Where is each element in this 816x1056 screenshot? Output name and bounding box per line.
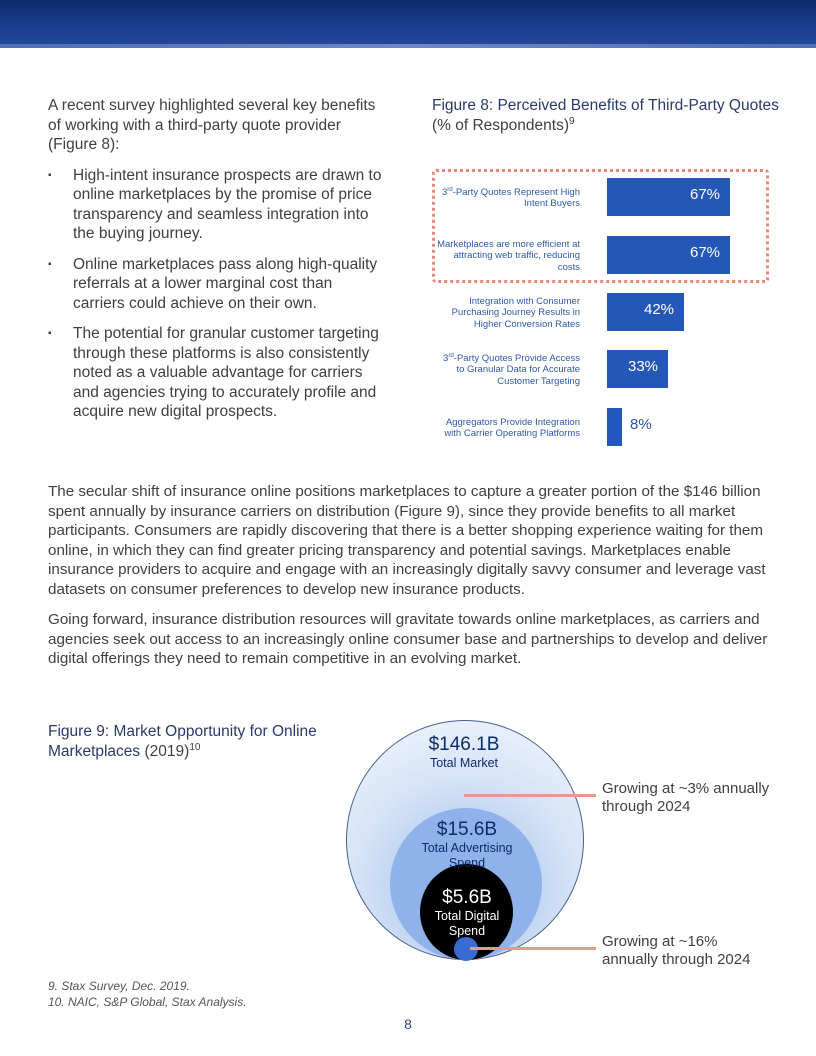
bar-row <box>434 350 774 390</box>
total-market-label <box>396 734 532 771</box>
bar-value-label: 8% <box>630 416 652 433</box>
bar-label: 3rd-Party Quotes Represent High Intent Buyers <box>441 185 580 209</box>
list-item <box>48 255 383 314</box>
paragraph-text: The secular shift of insurance online positions marketplaces to capture a greater portion of the $146 billion spent annually by insurance carriers on distribution ( <box>48 483 761 520</box>
advertising-spend-label <box>412 819 522 870</box>
bar-label: Marketplaces are more efficient at attracting web traffic, reducing costs <box>437 238 580 273</box>
list-item <box>48 166 383 244</box>
bar-label: Integration with Consumer Purchasing Journey Results in Higher Conversion Rates <box>451 295 580 330</box>
bullet-icon: ▪ <box>48 169 52 181</box>
intro-paragraph: A recent survey highlighted several key benefits of working with a third-party quote provider (Figure 8): <box>48 97 376 153</box>
bullet-icon: ▪ <box>48 328 52 339</box>
total-market-value: $146.1B <box>428 734 500 755</box>
advertising-spend-caption: Total Advertising Spend <box>421 841 513 870</box>
list-item <box>48 324 383 422</box>
callout-line-top <box>464 794 596 797</box>
footnote-ref: 10 <box>189 741 201 753</box>
bullet-icon: ▪ <box>48 258 52 270</box>
digital-spend-caption: Total Digital Spend <box>434 909 500 938</box>
bar-value-label: 42% <box>644 301 675 318</box>
figure8-title <box>432 96 782 135</box>
footnote: 9. Stax Survey, Dec. 2019. <box>48 979 190 993</box>
advertising-spend-value: $15.6B <box>436 819 498 840</box>
bar-value-label: 33% <box>628 358 659 375</box>
bar-row <box>434 293 774 333</box>
footnote: 10. NAIC, S&P Global, Stax Analysis. <box>48 995 247 1009</box>
body-paragraph-1 <box>48 482 768 599</box>
bar-row <box>434 236 774 276</box>
footnotes <box>48 978 247 1010</box>
figure9-title-year: (2019) <box>140 742 190 760</box>
bar-value-label: 67% <box>690 186 721 203</box>
figure9-title-text: Figure 9: Market Opportunity for Online Marketplaces <box>48 723 317 760</box>
footnote-ref: 9 <box>569 115 575 127</box>
paragraph-text: ), since they provide benefits to all market participants. Consumers are rapidly discovering that there is a better shopping experience waiting for them online, in which they can find greater pricing transparency and potential savings. Marketplaces enable insurance providers to acquire and engage with an increasingly digitally savvy consumer and leverage vast datasets on consumer preferences to develop new insurance products. <box>48 502 766 598</box>
page-number: 8 <box>404 1016 412 1032</box>
bar-row <box>434 178 774 218</box>
bullet-text: The potential for granular customer targeting through these platforms is also consistently noted as a valuable advantage for carriers and agencies trying to accurately profile and acquire new digital prospects. <box>73 325 379 420</box>
callout-growth-16: Growing at ~16% annually through 2024 <box>602 933 751 968</box>
bullet-text: High-intent insurance prospects are drawn to online marketplaces by the promise of price transparency and seamless integration into the buying journey. <box>73 166 382 242</box>
figure8-subtitle: (% of Respondents) <box>432 116 569 134</box>
intro-section <box>48 96 383 433</box>
header-banner <box>0 0 816 48</box>
body-paragraph-2: Going forward, insurance distribution resources will gravitate towards online marketplaces, as carriers and agencies seek out access to an increasingly online consumer base and partnerships to develop and deliver digital offerings they need to remain competitive in an evolving market. <box>48 611 768 667</box>
callout-line-bottom <box>470 947 596 950</box>
total-market-caption: Total Market <box>429 756 499 770</box>
bullet-text: Online marketplaces pass along high-quality referrals at a lower marginal cost than carriers could achieve on their own. <box>73 255 378 312</box>
bar-row <box>434 408 774 448</box>
bar-label: 3rd-Party Quotes Provide Access to Granular Data for Accurate Customer Targeting <box>443 351 580 387</box>
figure8-title-text: Figure 8: Perceived Benefits of Third-Party Quotes <box>432 97 779 114</box>
figure9-reference: Figure 9 <box>399 502 455 520</box>
callout-growth-3: Growing at ~3% annually through 2024 <box>602 780 770 815</box>
bar-label: Aggregators Provide Integration with Carrier Operating Platforms <box>444 416 580 439</box>
benefit-list <box>48 166 383 422</box>
digital-spend-label <box>424 887 510 938</box>
digital-spend-value: $5.6B <box>442 887 492 908</box>
bar-value-label: 67% <box>690 244 721 261</box>
bar <box>607 408 622 446</box>
figure9-title <box>48 722 348 761</box>
